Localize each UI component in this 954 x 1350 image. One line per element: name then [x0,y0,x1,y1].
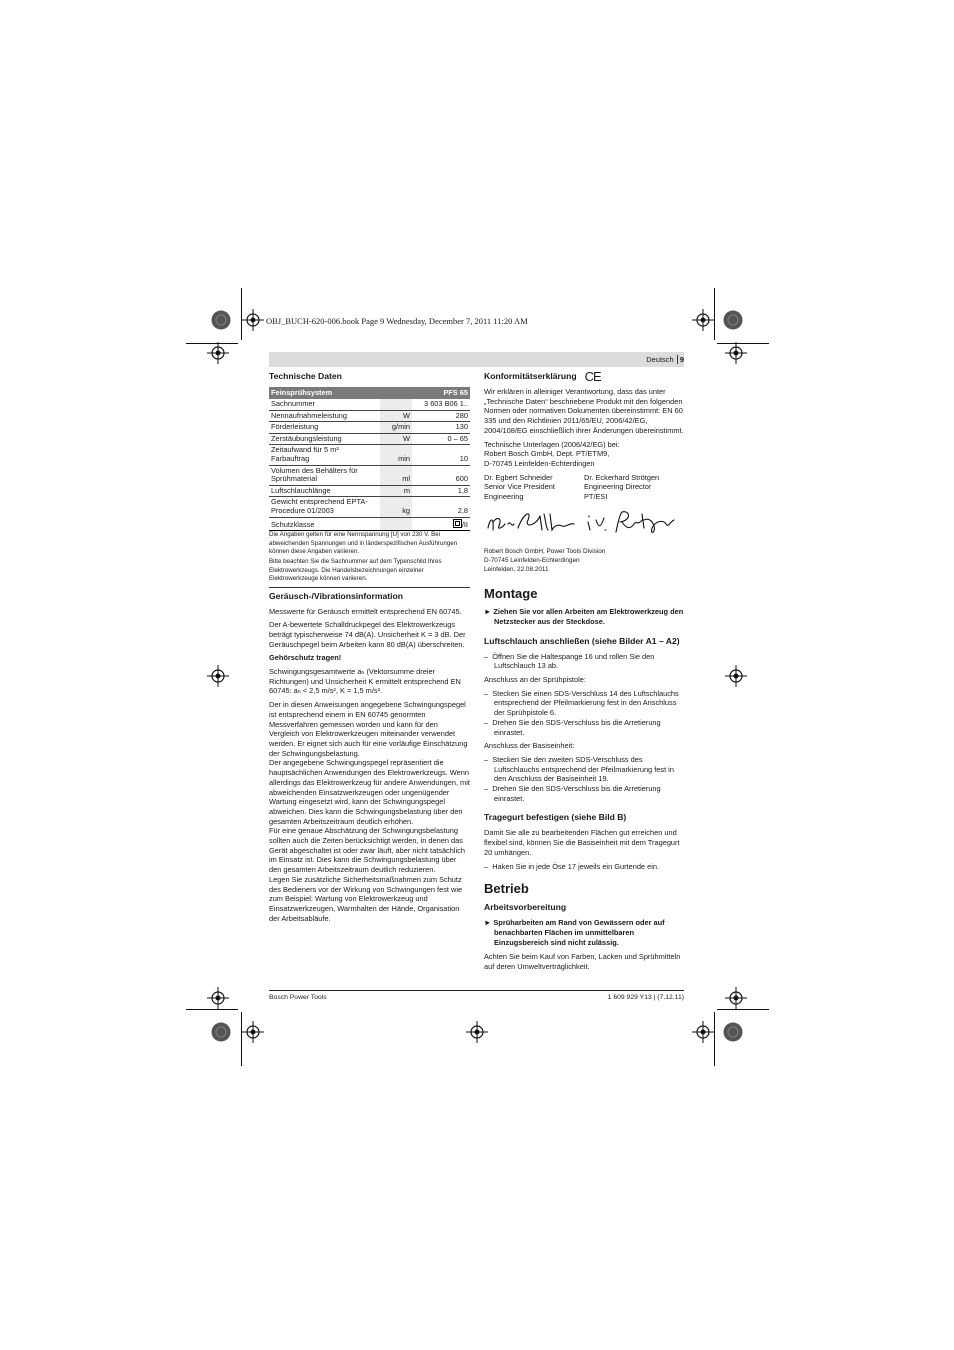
signatory-line: Dr. Egbert Schneider [484,472,553,482]
row-label: Luftschlauchlänge [269,485,380,497]
row-value: 2,8 [412,497,470,517]
row-value: 1,8 [412,485,470,497]
step-text: Öffnen Sie die Haltespange 16 und rollen Sie den Luftschlauch 13 ab. [492,651,655,671]
montage-warning: Ziehen Sie vor allen Arbeiten am Elektrowerkzeug den Netzstecker aus der Steckdose. [493,607,684,626]
row-label: Nennaufnahmeleistung [269,410,380,422]
list-item: – Öffnen Sie die Haltespange 16 und rollen Sie den Luftschlauch 13 ab. [484,651,655,671]
table-header-cell: Feinsprühsystem [269,387,412,399]
color-target-icon [211,1022,231,1042]
hearing-protection-warning: Gehörschutz tragen! [269,653,342,663]
signatory-line: Engineering Director [584,482,652,492]
table-row [269,410,470,422]
row-unit [380,517,412,531]
vibration-paragraph: Legen Sie zusätzliche Sicherheitsmaßnahmen zum Schutz des Bedieners vor der Wirkung von Schwingungen fest wie zum Beispiel: Wartung von Elektrowerkzeug und Einsatzwerkzeugen, Warmhalten der Hände, Organisation der Arbeitsabläufe. [269,874,463,923]
tech-data-heading: Technische Daten [269,371,342,381]
step-text: Drehen Sie den SDS-Verschluss bis die Arretierung einrastet. [492,784,661,803]
color-target-icon [211,310,231,330]
row-value: 0 – 65 [412,433,470,445]
tech-docs-line: Robert Bosch GmbH, Dept. PT/ETM9, [484,449,610,459]
registration-mark-icon [692,309,714,331]
row-unit: W [380,410,412,422]
noise-heading: Geräusch-/Vibrationsinformation [269,590,404,601]
table-row [269,422,470,434]
ce-mark-icon: CE [584,369,601,384]
row-value: 130 [412,422,470,434]
list-item: – Drehen Sie den SDS-Verschluss bis die Arretierung einrastet. [484,784,661,803]
registration-mark-icon [207,665,229,687]
address-line: D-70745 Leinfelden-Echterdingen [484,557,580,565]
hose-steps [484,755,684,804]
left-column [269,371,470,923]
registration-mark-icon [725,342,747,364]
table-row [269,517,470,531]
hose-steps [484,689,684,738]
tech-docs-line: Technische Unterlagen (2006/42/EG) bei: [484,439,620,449]
footer-doc-number: 1 609 929 Y13 | (7.12.11) [607,994,684,1001]
tech-docs-line: D-70745 Leinfelden-Echterdingen [484,458,595,468]
strap-subheading: Tragegurt befestigen (siehe Bild B) [484,812,627,823]
crop-mark [714,288,715,340]
row-label: Förderleistung [269,422,380,434]
signatory-line: Senior Vice President [484,482,555,492]
protection-class-value: /II [461,519,468,529]
table-row [269,465,470,485]
header-bar [269,352,684,367]
row-label: Zeitaufwand für 5 m² Farbauftrag [269,445,380,465]
preparation-subheading: Arbeitsvorbereitung [484,902,567,913]
conformity-heading [484,371,684,382]
crop-mark [186,1009,238,1010]
section-divider [269,587,470,588]
registration-mark-icon [466,1021,488,1043]
signatory-right [584,473,684,502]
registration-mark-icon [242,1021,264,1043]
step-text: Stecken Sie einen SDS-Verschluss 14 des Luftschlauchs entsprechend der Pfeilmarkierung fest in den Anschluss der Sprühpistole 6. [492,688,679,718]
conformity-title: Konformitätserklärung [484,371,577,381]
signatory-line: PT/ESI [584,492,608,502]
montage-warning-list [484,607,684,626]
list-item: ► Ziehen Sie vor allen Arbeiten am Elektrowerkzeug den Netzstecker aus der Steckdose. [484,607,684,626]
noise-paragraph: Messwerte für Geräusch ermittelt entsprechend EN 60745. [269,606,462,616]
paragraph: Anschluss an der Sprühpistole: [484,675,586,685]
signatory-names [484,473,684,502]
tech-data-table [269,387,470,531]
row-unit: kg [380,497,412,517]
vibration-paragraph: Der in diesen Anweisungen angegebene Schwingungspegel ist entsprechend einem in EN 60745 genormten Messverfahren gemessen worden und kann für den Vergleich von Elektrowerkzeugen miteinander verwendet werden. Er eignet sich auch für eine vorläufige Einschätzung der Schwingungsbelastung. [269,700,468,758]
list-item: – Drehen Sie den SDS-Verschluss bis die Arretierung einrastet. [484,717,661,737]
right-column [484,371,684,976]
table-row [269,399,470,410]
registration-mark-icon [242,309,264,331]
row-unit [380,399,412,410]
hose-subheading: Luftschlauch anschließen (siehe Bilder A1 – A2) [484,635,680,646]
crop-mark [717,1009,769,1010]
row-value [412,517,470,531]
table-row [269,485,470,497]
row-unit: W [380,433,412,445]
address-line: Leinfelden, 22.08.2011 [484,565,549,573]
vibration-paragraph: Der angegebene Schwingungspegel repräsentiert die hauptsächlichen Anwendungen des Elektrowerkzeugs. Wenn allerdings das Elektrowerkzeug für andere Anwendungen, mit abweichenden Einsatzwerkzeugen oder ungenügender Wartung eingesetzt wird, kann der Schwingungspegel abweichen. Dies kann die Schwingungsbelastung über den gesamten Arbeitszeitraum deutlich erhöhen. [269,758,470,826]
strap-steps [484,862,684,872]
signatory-line: Engineering [484,492,524,502]
print-slug: OBJ_BUCH-620-006.book Page 9 Wednesday, December 7, 2011 11:20 AM [266,316,528,326]
page-number: 9 [677,355,684,364]
registration-mark-icon [725,987,747,1009]
montage-heading: Montage [484,586,538,602]
conformity-paragraph: Wir erklären in alleiniger Verantwortung, dass das unter „Technische Daten“ beschriebene Produkt mit den folgenden Normen oder normativen Dokumenten übereinstimmt: EN 60 335 und den Richtlinien 2011/65/EU, 2006/42/EG, 2004/108/EG einschließlich ihrer Änderungen übereinstimmt. [484,387,684,435]
list-item: – Stecken Sie einen SDS-Verschluss 14 des Luftschlauchs entsprechend der Pfeilmarkierung fest in den Anschluss der Sprühpistole 6. [484,688,679,718]
tech-docs-paragraph [484,440,684,469]
row-label: Schutzklasse [269,517,380,531]
table-header-row [269,387,470,399]
tech-note-voltage: Die Angaben gelten für eine Nennspannung [U] von 230 V. Bei abweichenden Spannungen und in länderspezifischen Ausführungen können diese Angaben variieren. [269,531,458,555]
list-item: – Stecken Sie den zweiten SDS-Verschluss des Luftschlauchs entsprechend der Pfeilmarkierung fest in den Anschluss der Basiseinheit 19. [484,754,674,784]
paragraph: Damit Sie alle zu bearbeitenden Flächen gut erreichen und flexibel sind, können Sie die Basiseinheit mit dem Tragegurt 20 umhängen. [484,828,680,857]
registration-mark-icon [692,1021,714,1043]
step-text: Haken Sie in jede Öse 17 jeweils ein Gurtende ein. [492,861,660,871]
betrieb-warning-list [484,918,684,947]
list-item: – Haken Sie in jede Öse 17 jeweils ein Gurtende ein. [484,861,660,871]
header-language: Deutsch [646,355,674,364]
protection-class-icon [453,519,462,528]
color-target-icon [723,310,743,330]
row-value: 10 [412,445,470,465]
signatory-left [484,473,584,502]
hose-steps [484,652,684,671]
row-unit: min [380,445,412,465]
table-row [269,497,470,517]
crop-mark [714,1012,715,1066]
paragraph: Anschluss der Basiseinheit: [484,741,575,751]
registration-mark-icon [207,987,229,1009]
signatory-line: Dr. Eckerhard Strötgen [584,472,660,482]
betrieb-heading: Betrieb [484,881,529,897]
betrieb-warning: Sprüharbeiten am Rand von Gewässern oder auf benachbarten Flächen im unmittelbaren Einzugsbereich sind nicht zulässig. [493,918,665,947]
row-unit: ml [380,465,412,485]
vibration-paragraph: Für eine genaue Abschätzung der Schwingungsbelastung sollten auch die Zeiten berücksichtigt werden, in denen das Gerät abgeschaltet ist oder zwar läuft, aber nicht tatsächlich im Einsatz ist. Dies kann die Schwingungsbelastung über den gesamten Arbeitszeitraum deutlich reduzieren. [269,826,465,875]
row-label: Zerstäubungsleistung [269,433,380,445]
color-target-icon [723,1022,743,1042]
running-header [646,355,684,364]
handwritten-signatures [484,506,684,540]
registration-mark-icon [725,665,747,687]
row-label: Sachnummer [269,399,380,410]
footer-brand: Bosch Power Tools [269,994,327,1001]
step-text: Drehen Sie den SDS-Verschluss bis die Arretierung einrastet. [492,717,661,737]
table-row [269,445,470,465]
vibration-paragraph: Schwingungsgesamtwerte aₕ (Vektorsumme dreier Richtungen) und Unsicherheit K ermittelt entsprechend EN 60745: aₕ < 2,5 m/s², K = 1,5 m/s². [269,667,461,696]
row-value: 280 [412,410,470,422]
table-header-cell: PFS 65 [412,387,470,399]
tech-note-article: Bitte beachten Sie die Sachnummer auf dem Typenschild Ihres Elektrowerkzeugs. Die Handelsbezeichnungen einzelner Elektrowerkzeuge können variieren. [269,558,442,583]
list-item: ► Sprüharbeiten am Rand von Gewässern oder auf benachbarten Flächen im unmittelbaren Einzugsbereich sind nicht zulässig. [484,918,665,947]
row-label: Volumen des Behälters für Sprühmaterial [269,465,380,485]
row-value: 600 [412,465,470,485]
row-label: Gewicht entsprechend EPTA-Procedure 01/2003 [269,497,380,517]
row-value: 3 603 B06 1.. [412,399,470,410]
row-unit: m [380,485,412,497]
table-row [269,433,470,445]
address-line: Robert Bosch GmbH, Power Tools Division [484,548,606,556]
noise-paragraph: Der A-bewertete Schalldruckpegel des Elektrowerkzeugs beträgt typischerweise 74 dB(A). Unsicherheit K = 3 dB. Der Geräuschpegel beim Arbeiten kann 80 dB(A) überschreiten. [269,620,466,649]
company-address [484,548,684,574]
row-unit: g/min [380,422,412,434]
footer-rule [269,990,684,991]
paragraph: Achten Sie beim Kauf von Farben, Lacken und Sprühmitteln auf deren Umweltverträglichkeit. [484,952,681,972]
step-text: Stecken Sie den zweiten SDS-Verschluss des Luftschlauchs entsprechend der Pfeilmarkierung fest in den Anschluss der Basiseinheit 19. [492,754,674,784]
registration-mark-icon [207,342,229,364]
